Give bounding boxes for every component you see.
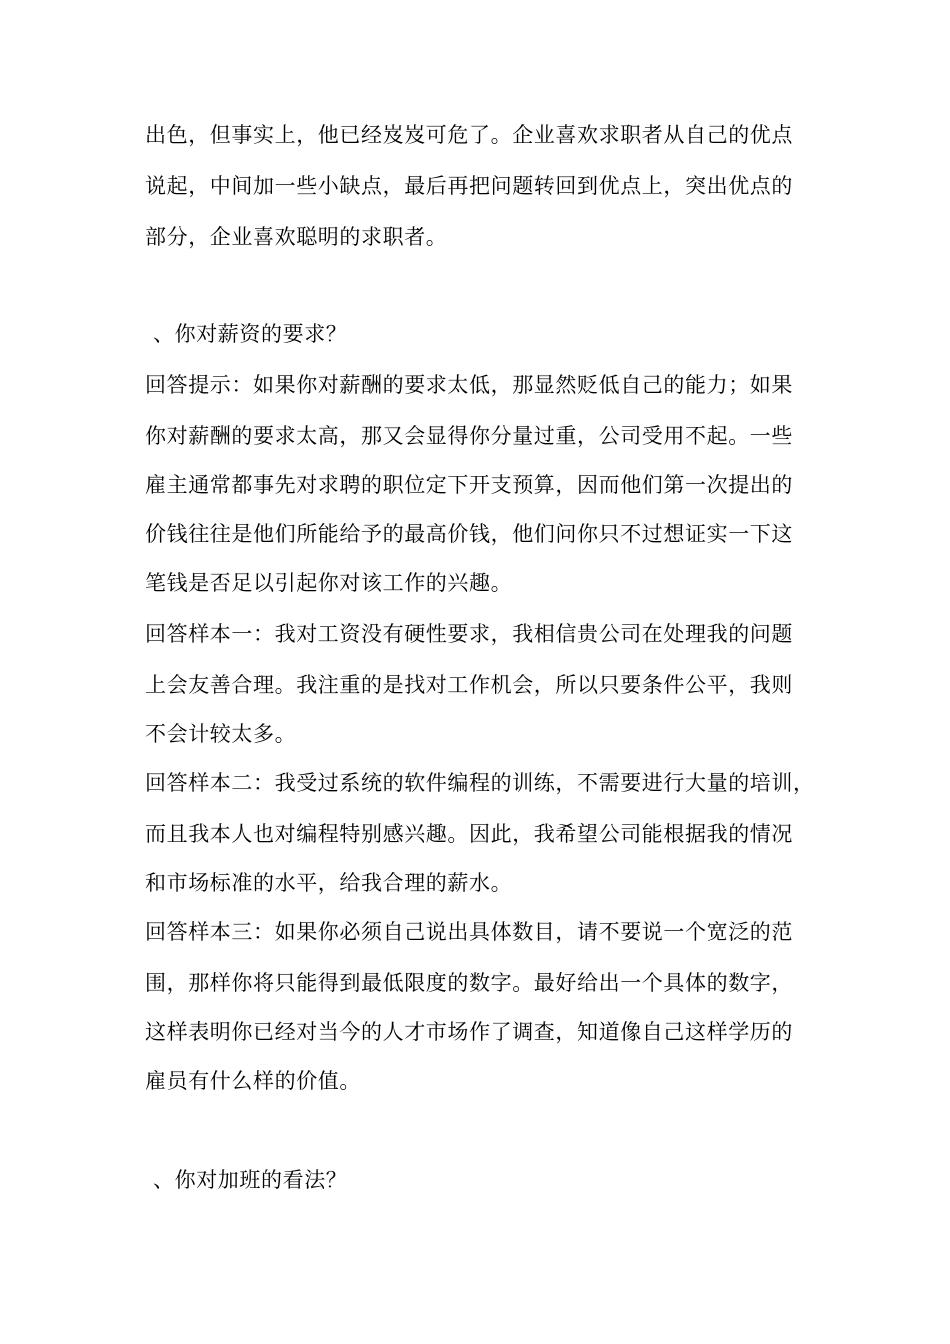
intro-line: 部分，企业喜欢聪明的求职者。 (145, 225, 448, 249)
salary-sample-two-line: 而且我本人也对编程特别感兴趣。因此，我希望公司能根据我的情况 (145, 822, 793, 846)
overtime-question-heading: 、你对加班的看法？ (153, 1168, 348, 1192)
salary-hint-line: 笔钱是否足以引起你对该工作的兴趣。 (145, 571, 513, 595)
salary-hint-line: 你对薪酬的要求太高，那又会显得你分量过重，公司受用不起。一些 (145, 424, 793, 448)
salary-hint-line: 雇主通常都事先对求聘的职位定下开支预算，因而他们第一次提出的 (145, 473, 793, 497)
salary-hint-line: 回答提示：如果你对薪酬的要求太低，那显然贬低自己的能力；如果 (145, 373, 793, 397)
salary-question-heading: 、你对薪资的要求？ (153, 322, 348, 346)
salary-hint-line: 价钱往往是他们所能给予的最高价钱，他们问你只不过想证实一下这 (145, 522, 793, 546)
salary-sample-three-line: 雇员有什么样的价值。 (145, 1069, 361, 1093)
salary-sample-three-line: 围，那样你将只能得到最低限度的数字。最好给出一个具体的数字， (145, 971, 793, 995)
salary-sample-one-line: 上会友善合理。我注重的是找对工作机会，所以只要条件公平，我则 (145, 673, 793, 697)
intro-line: 出色，但事实上，他已经岌岌可危了。企业喜欢求职者从自己的优点 (145, 123, 793, 147)
salary-sample-two-line: 和市场标准的水平，给我合理的薪水。 (145, 871, 513, 895)
intro-line: 说起，中间加一些小缺点，最后再把问题转回到优点上，突出优点的 (145, 174, 793, 198)
salary-sample-two-line: 回答样本二：我受过系统的软件编程的训练，不需要进行大量的培训， (145, 771, 815, 795)
salary-sample-one-line: 回答样本一：我对工资没有硬性要求，我相信贵公司在处理我的问题 (145, 622, 793, 646)
salary-sample-three-line: 这样表明你已经对当今的人才市场作了调查，知道像自己这样学历的 (145, 1020, 793, 1044)
salary-sample-three-line: 回答样本三：如果你必须自己说出具体数目，请不要说一个宽泛的范 (145, 920, 793, 944)
salary-sample-one-line: 不会计较太多。 (145, 722, 297, 746)
